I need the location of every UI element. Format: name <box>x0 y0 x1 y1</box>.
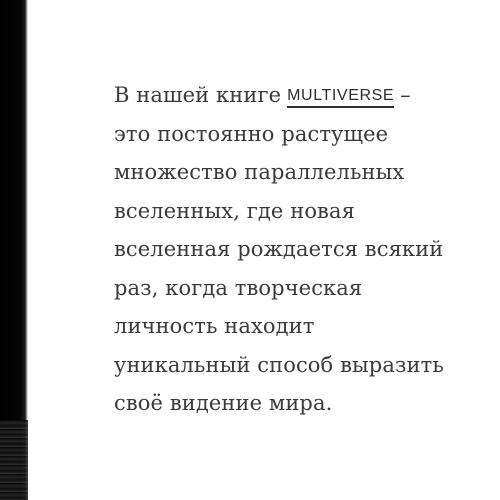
paragraph-line-9: своё видение мира. <box>114 391 333 415</box>
paragraph-line-3: множество параллельных <box>114 160 405 184</box>
paragraph-line-4: вселенных, где новая <box>114 198 355 223</box>
multiverse-brand: MULTIVERSE <box>287 87 394 108</box>
paragraph-line-7: личность находит <box>114 314 315 338</box>
paragraph-line-1 <box>114 76 454 115</box>
paragraph-line-6: раз, когда творческая <box>114 275 363 300</box>
paragraph-line-2: это постоянно растущее <box>114 121 389 146</box>
body-paragraph <box>114 76 454 423</box>
line1-dash: – <box>400 83 411 107</box>
line1-before-text: В нашей книге <box>114 83 282 107</box>
paragraph-line-8: уникальный способ выразить <box>114 352 444 377</box>
paragraph-line-5: вселенная рождается всякий <box>114 237 444 261</box>
book-spine-edge <box>0 420 28 500</box>
